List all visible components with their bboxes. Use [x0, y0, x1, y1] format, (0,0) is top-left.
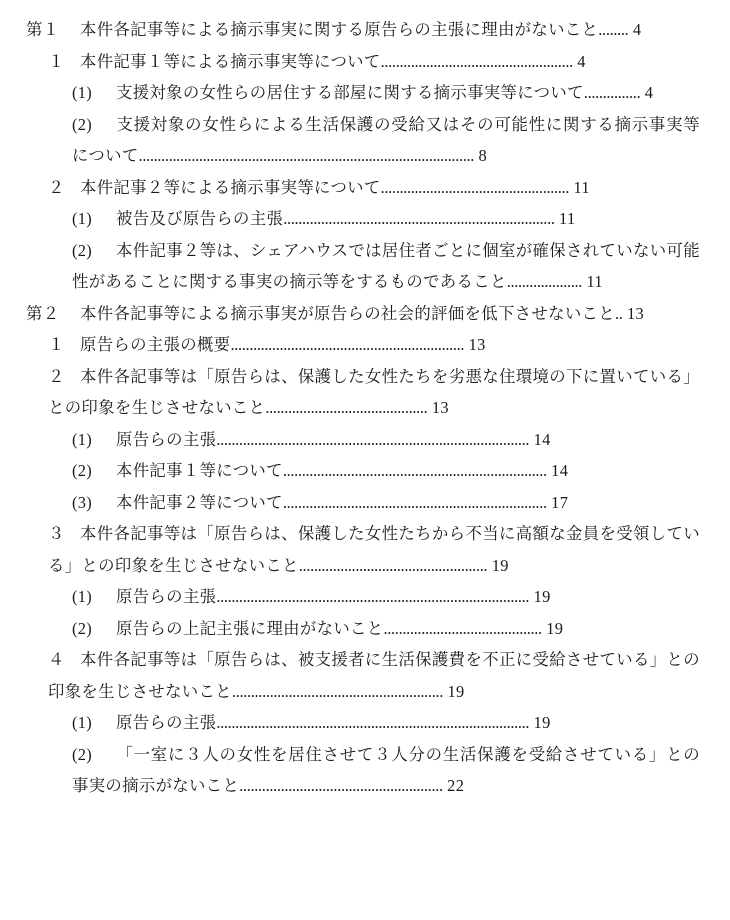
toc-entry[interactable] — [26, 487, 700, 519]
toc-entry-number: ４ — [48, 650, 65, 669]
toc-leader-dots: .................................................. — [380, 177, 570, 197]
toc-leader-dots: ................................................................................... — [216, 713, 530, 732]
toc-leader-dots: ............... — [583, 83, 641, 102]
toc-entry-title: 本件記事２等は、シェアハウスでは居住者ごとに個室が確保されていない可能性があることに関する事実の摘示等をするものであること — [72, 240, 700, 291]
toc-page-number: 13 — [464, 335, 486, 354]
toc-page-number: 11 — [554, 209, 576, 228]
toc-entry[interactable] — [26, 455, 700, 487]
toc-page-number: 14 — [529, 429, 551, 449]
toc-leader-dots: ........................................................................ — [283, 209, 555, 228]
toc-leader-dots: ...................................................................... — [282, 492, 547, 512]
toc-entry-title: 支援対象の女性らによる生活保護の受給又はその可能性に関する摘示事実等について — [72, 114, 700, 165]
toc-entry-number: (2) — [72, 744, 93, 764]
toc-entry-title: 本件記事２等について — [116, 492, 283, 512]
toc-entry-title: 原告らの主張 — [116, 587, 217, 606]
toc-entry[interactable] — [26, 581, 700, 613]
toc-entry-number: 第１ — [26, 20, 60, 39]
toc-entry[interactable] — [26, 707, 700, 739]
toc-page-number: 11 — [582, 272, 603, 291]
toc-leader-dots: .................................................. — [298, 555, 488, 575]
toc-entry-number: (2) — [72, 240, 93, 260]
toc-leader-dots: ................................................................................... — [216, 429, 530, 449]
toc-leader-dots: ......................................................................................... — [138, 146, 475, 165]
toc-entry-title: 支援対象の女性らの居住する部屋に関する摘示事実等について — [116, 83, 584, 102]
toc-entry[interactable] — [26, 329, 700, 361]
toc-entry-number: (2) — [72, 618, 93, 638]
toc-entry-title: 「一室に３人の女性を居住させて３人分の生活保護を受給させている」との事実の摘示がないこと — [72, 744, 700, 795]
toc-page-number: 13 — [622, 303, 645, 323]
toc-page-number: 13 — [427, 398, 449, 417]
toc-page-number: 19 — [529, 713, 551, 732]
toc-entry-number: (2) — [72, 114, 93, 134]
toc-entry[interactable] — [26, 109, 700, 172]
toc-page-number: 8 — [474, 146, 488, 165]
toc-entry[interactable] — [26, 298, 700, 330]
toc-leader-dots: .......................................... — [383, 618, 542, 638]
toc-page-number: 4 — [628, 20, 642, 39]
toc-page-number: 19 — [529, 587, 551, 606]
toc-leader-dots: ........................................................ — [231, 681, 444, 701]
toc-entry-title: 原告らの上記主張に理由がないこと — [116, 618, 384, 638]
toc-page-number: 14 — [546, 461, 569, 480]
toc-entry-number: １ — [48, 335, 65, 354]
table-of-contents — [26, 14, 700, 802]
toc-leader-dots: .................... — [506, 272, 583, 291]
toc-entry[interactable] — [26, 172, 700, 204]
toc-leader-dots: ...................................................... — [239, 776, 443, 795]
toc-entry-title: 本件記事１等について — [116, 461, 283, 480]
toc-entry-title: 本件記事２等による摘示事実等について — [80, 177, 381, 197]
toc-entry[interactable] — [26, 518, 700, 581]
toc-entry-number: (1) — [72, 713, 93, 732]
toc-leader-dots: ...................................................................... — [282, 461, 547, 480]
toc-leader-dots: ................................................................................... — [216, 587, 530, 606]
toc-entry-title: 原告らの主張の概要 — [80, 335, 231, 354]
toc-entry-number: ２ — [48, 366, 65, 386]
toc-entry[interactable] — [26, 77, 700, 109]
toc-entry[interactable] — [26, 739, 700, 802]
toc-leader-dots: .............................................................. — [230, 335, 465, 354]
toc-entry-title: 原告らの主張 — [116, 429, 217, 449]
toc-entry-number: (1) — [72, 587, 93, 606]
toc-leader-dots: ................................................... — [380, 51, 573, 71]
toc-page-number: 19 — [487, 555, 509, 575]
toc-leader-dots: ........ — [598, 20, 629, 39]
toc-page-number: 11 — [569, 177, 590, 197]
toc-entry-number: (1) — [72, 429, 93, 449]
toc-entry[interactable] — [26, 613, 700, 645]
toc-leader-dots: ........................................... — [265, 398, 428, 417]
toc-entry-title: 被告及び原告らの主張 — [116, 209, 284, 228]
toc-entry[interactable] — [26, 203, 700, 235]
toc-entry[interactable] — [26, 235, 700, 298]
toc-entry-number: 第２ — [26, 303, 60, 323]
toc-entry-number: ２ — [48, 177, 65, 197]
toc-entry-title: 本件記事１等による摘示事実等について — [80, 51, 381, 71]
toc-leader-dots: .. — [615, 303, 623, 323]
toc-entry-number: (2) — [72, 461, 93, 480]
toc-entry-title: 原告らの主張 — [116, 713, 217, 732]
toc-page-number: 17 — [546, 492, 569, 512]
toc-entry[interactable] — [26, 46, 700, 78]
toc-entry-title: 本件各記事等による摘示事実が原告らの社会的評価を低下させないこと — [80, 303, 615, 323]
toc-page-number: 4 — [640, 83, 654, 102]
toc-entry-number: (3) — [72, 492, 93, 512]
toc-page-number: 4 — [572, 51, 586, 71]
toc-page-number: 19 — [443, 681, 465, 701]
toc-entry-title: 本件各記事等は「原告らは、被支援者に生活保護費を不正に受給させている」との印象を生じさせないこと — [48, 650, 700, 701]
toc-entry-title: 本件各記事等は「原告らは、保護した女性たちを劣悪な住環境の下に置いている」との印象を生じさせないこと — [48, 366, 700, 417]
toc-entry[interactable] — [26, 424, 700, 456]
toc-entry-number: (1) — [72, 209, 93, 228]
toc-entry-number: ３ — [48, 524, 65, 543]
toc-entry-title: 本件各記事等による摘示事実に関する原告らの主張に理由がないこと — [80, 20, 599, 39]
toc-page-number: 22 — [442, 776, 465, 795]
toc-entry-title: 本件各記事等は「原告らは、保護した女性たちから不当に高額な金員を受領している」との印象を生じさせないこと — [48, 524, 700, 575]
toc-entry[interactable] — [26, 644, 700, 707]
toc-entry-number: １ — [48, 51, 65, 71]
toc-entry-number: (1) — [72, 83, 93, 102]
toc-entry[interactable] — [26, 14, 700, 46]
toc-page-number: 19 — [541, 618, 564, 638]
toc-entry[interactable] — [26, 361, 700, 424]
